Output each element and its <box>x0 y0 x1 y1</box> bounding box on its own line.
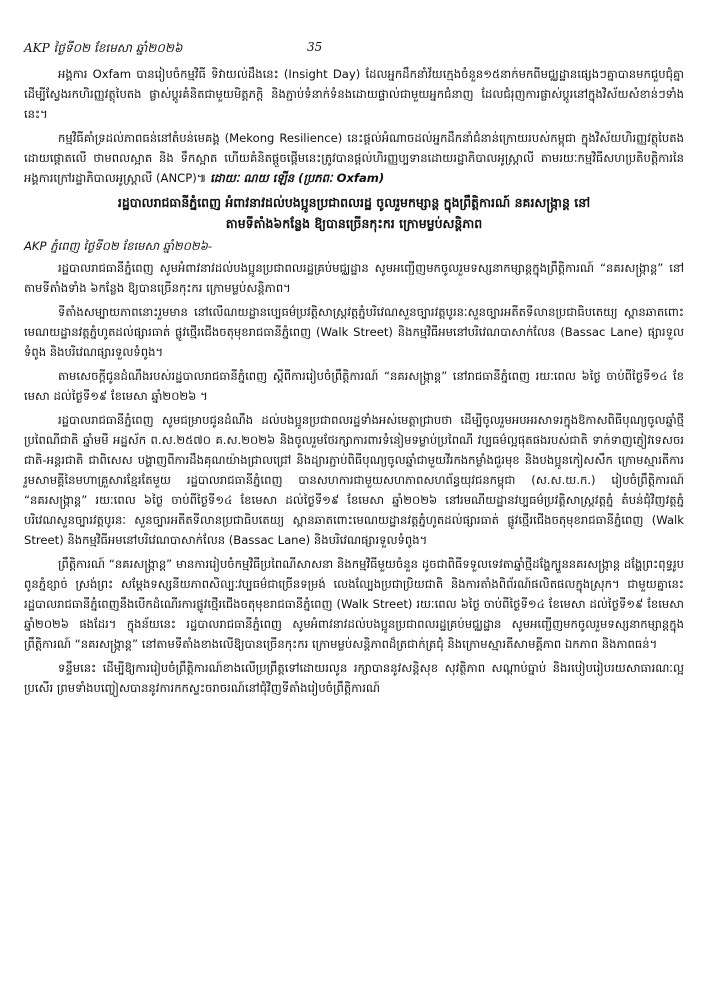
article2-paragraph-1: រដ្ឋបាលរាជធានីភ្នំពេញ សូមអំពាវនាវដល់បងប្អូនប្រជាពលរដ្ឋគ្រប់មជ្ឈដ្ឋាន សូមអញ្ជើញមកចូលរួមទស្សនាកម្សាន្តក្នុងព្រឹត្តិការណ៍ “នគរសង្ក្រាន្ត” នៅតាមទីតាំងទាំង ៦កន្លែង ឱ្យបានច្រើនកុះករ ក្រោមម្លប់សន្តិភាព។ <box>24 261 684 295</box>
article2-paragraph-6: ទន្ទឹមនេះ ដើម្បីឱ្យការរៀបចំព្រឹត្តិការណ៍ខាងលើប្រព្រឹត្តទៅដោយរលូន រក្សាបាននូវសន្តិសុខ សុវត្ថិភាព សណ្តាប់ធ្នាប់ និងរបៀបរៀបរយសាធារណៈល្អប្រសើរ ព្រមទាំងបញ្ចៀសបាននូវការកកស្ទះចរាចរណ៍នៅជុំវិញទីតាំងរៀបចំព្រឹត្តិការណ៍ <box>24 661 684 695</box>
article-sangkran <box>24 192 684 698</box>
article1-credit: ដោយៈ ណយ ឡើន (ប្រភពៈ Oxfam) <box>210 171 385 185</box>
page-content <box>24 64 684 702</box>
headline-line-1: រដ្ឋបាលរាជធានីភ្នំពេញ អំពាវនាវដល់បងប្អូនប្រជាពលរដ្ឋ ចូលរួមកម្សាន្ត ក្នុងព្រឹត្តិការណ៍ នគរសង្ក្រាន្ត នៅ <box>117 195 591 210</box>
page-number: 35 <box>307 40 323 54</box>
running-header <box>24 40 684 58</box>
article2-paragraph-5: ព្រឹត្តិការណ៍ “នគរសង្ក្រាន្ត” មានការរៀបចំកម្មវិធីប្រពៃណីសាសនា និងកម្មវិធីមួយចំនួន ដូចជាពិធីទទួលទេវតាឆ្នាំថ្មីដង្ហែក្បួននគរសង្ក្រាន្ត ដង្ហែព្រះពុទ្ធរូប ពូនភ្នំខ្សាច់ ស្រង់ព្រះ សម្តែងទស្សនីយភាពសិល្បៈវប្បធម៌ជាច្រើនទម្រង់ លេងល្បែងប្រជាប្រិយជាតិ និងការតាំងពិព័រណ៍ផលិតផលក្នុងស្រុក។ ជាមួយគ្នានេះ រដ្ឋបាលរាជធានីភ្នំពេញនឹងបើកដំណើរការផ្លូវថ្មើរជើងចតុមុខរាជធានីភ្នំពេញ (Walk Street) រយៈពេល ៦ថ្ងៃ ចាប់ពីថ្ងៃទី១៤ ខែមេសា ដល់ថ្ងៃទី១៩ ខែមេសា ឆ្នាំ២០២៦ ផងដែរ។ ក្នុងន័យនេះ រដ្ឋបាលរាជធានីភ្នំពេញ សូមអំពាវនាវដល់បងប្អូនប្រជាពលរដ្ឋគ្រប់មជ្ឈដ្ឋាន សូមអញ្ជើញមកចូលរួមទស្សនាកម្សាន្តក្នុងព្រឹត្តិការណ៍ “នគរសង្ក្រាន្ត” នៅតាមទីតាំងខាងលើឱ្យបានច្រើនកុះករ ក្រោមម្លប់សន្តិភាពដ៏ត្រជាក់ត្រជុំ និងក្រោមស្មារតីសាមគ្គីភាព ឯកភាព និងភាពធន់។ <box>24 557 684 651</box>
article1-paragraph-2-text: កម្មវិធីគាំទ្រដល់ភាពធន់នៅតំបន់មេគង្គ (Mekong Resilience) នេះផ្តល់អំណាចដល់អ្នកដឹកនាំជំនាន់ក្រោយរបស់កម្ពុជា ក្នុងវិស័យហិរញ្ញវត្ថុបៃតង ដោយផ្តោតលើ ថាមពលស្អាត និង ទឹកស្អាត ហើយគំនិតផ្តួចផ្តើមនេះត្រូវបានផ្តល់ហិរញ្ញប្បទានដោយរដ្ឋាភិបាលអូស្ត្រាលី តាមរយៈកម្មវិធីសហប្រតិបត្តិការនៃអង្គការក្រៅរដ្ឋាភិបាលអូស្ត្រាលី (ANCP)៕ <box>24 131 684 185</box>
article2-paragraph-3: តាមសេចក្តីជូនដំណឹងរបស់រដ្ឋបាលរាជធានីភ្នំពេញ ស្តីពីការរៀបចំព្រឹត្តិការណ៍ “នគរសង្ក្រាន្ត” នៅរាជធានីភ្នំពេញ រយៈពេល ៦ថ្ងៃ ចាប់ពីថ្ងៃទី១៤ ខែមេសា ដល់ថ្ងៃទី១៩ ខែមេសា ឆ្នាំ២០២៦ ។ <box>24 369 684 403</box>
article1-paragraph-1: អង្គការ Oxfam បានរៀបចំកម្មវិធី ទិវាយល់ដឹងនេះ (Insight Day) ដែលអ្នកដឹកនាំវ័យក្មេងចំនួន១៥នាក់មកពីមជ្ឈដ្ឋានផ្សេងៗគ្នាបានមកជួបជុំគ្នា ដើម្បីស្វែងរកហិរញ្ញវត្ថុបៃតង ផ្លាស់ប្តូរគំនិតជាមួយមិត្តភក្តិ និងភ្ជាប់ទំនាក់ទំនងដោយផ្ទាល់ជាមួយអ្នកជំនាញ ដែលជំរុញការផ្លាស់ប្តូរនៅក្នុងវិស័យសំខាន់ៗទាំងនេះ។ <box>24 67 684 121</box>
article2-paragraph-4: រដ្ឋបាលរាជធានីភ្នំពេញ សូមជម្រាបជូនដំណឹង ដល់បងប្អូនប្រជាពលរដ្ឋទាំងអស់មេត្តាជ្រាបថា ដើម្បីចូលរួមអបអរសាទរក្នុងឱកាសពិធីបុណ្យចូលឆ្នាំថ្មីប្រពៃណីជាតិ ឆ្នាំមមី អដ្ឋស័ក ព.ស.២៥៧០ គ.ស.២០២៦ និងចូលរួមថែរក្សាការពារទំនៀមទម្លាប់ប្រពៃណី វប្បធម៌ល្អផុតផងរបស់ជាតិ ទាក់ទាញភ្ញៀវទេសចរជាតិ-អន្តរជាតិ ជាពិសេស បង្ហាញពីការដឹងគុណយ៉ាងជ្រាលជ្រៅ និងដ្យារភ្ជាប់ពិធីបុណ្យចូលឆ្នាំជាមួយវីរកងកម្លាំងជួរមុខ និងបងប្អូនកៀសសឹក ក្រោមស្មារតីការរួមសាមគ្គីនៃមហាគ្រួសារខ្មែរតែមួយ រដ្ឋបាលរាជធានីភ្នំពេញ បានសហការជាមួយសហភាពសហព័ន្ធយុវជនកម្ពុជា (ស.ស.យ.ក.) រៀបចំព្រឹត្តិការណ៍ “នគរសង្ក្រាន្ត” រយៈពេល ៦ថ្ងៃ ចាប់ពីថ្ងៃទី១៤ ខែមេសា ដល់ថ្ងៃទី១៩ ខែមេសា ឆ្នាំ២០២៦ នៅរមណីយដ្ឋានវប្បធម៌ប្រវត្តិសាស្ត្រវត្តភ្នំ តំបន់ជុំវិញវត្តភ្នំ បរិវេណសួនច្បារវត្តបូរនៈ សួនច្បារអតីតទីលានប្រជាធិបតេយ្យ ស្ពានឆាតពោះមេណយដ្ឋានវត្តភ្នំហូតដល់ផ្សារធាត់ ផ្លូវថ្មើរជើងចតុមុខរាជធានីភ្នំពេញ (Walk Street) និងកម្មវិធីអមនៅបរិវេណបាសាក់លែន (Bassac Lane) និងបរិវេណផ្សារទួលទំពូង។ <box>24 413 684 547</box>
article2-dateline: AKP ភ្នំពេញ ថ្ងៃទី០២ ខែមេសា ឆ្នាំ២០២៦- <box>24 239 213 253</box>
article1-paragraph-2 <box>24 128 684 188</box>
article2-paragraph-2: ទីតាំងសម្បាយភាពនោះរួមមាន នៅលើណយដ្ឋានប្បេធម៌ប្រវត្តិសាស្ត្រវត្តភ្នំបរិវេណសួនច្បារវត្តបូរនៈសួនច្បារអតីតទីលានប្រជាធិបតេយ្យ ស្ពានឆាតពោះមេណយដ្ឋានវត្តភ្នំហូតដល់ផ្សារធាត់ ផ្លូវថ្មើរជើងចតុមុខរាជធានីភ្នំពេញ (Walk Street) និងកម្មវិធីអមនៅបរិវេណបាសាក់លែន (Bassac Lane) ផ្សារទួលទំពូង និងបរិវេណផ្សារទួលទំពូង។ <box>24 305 684 359</box>
headline-line-2: តាមទីតាំង៦កន្លែង ឱ្យបានច្រើនកុះករ ក្រោមម្លប់សន្តិភាព <box>225 216 483 231</box>
article-oxfam <box>24 64 684 188</box>
article2-headline <box>24 192 684 234</box>
header-date: AKP ថ្ងៃទី០២ ខែមេសា ឆ្នាំ២០២៦ <box>24 41 183 55</box>
